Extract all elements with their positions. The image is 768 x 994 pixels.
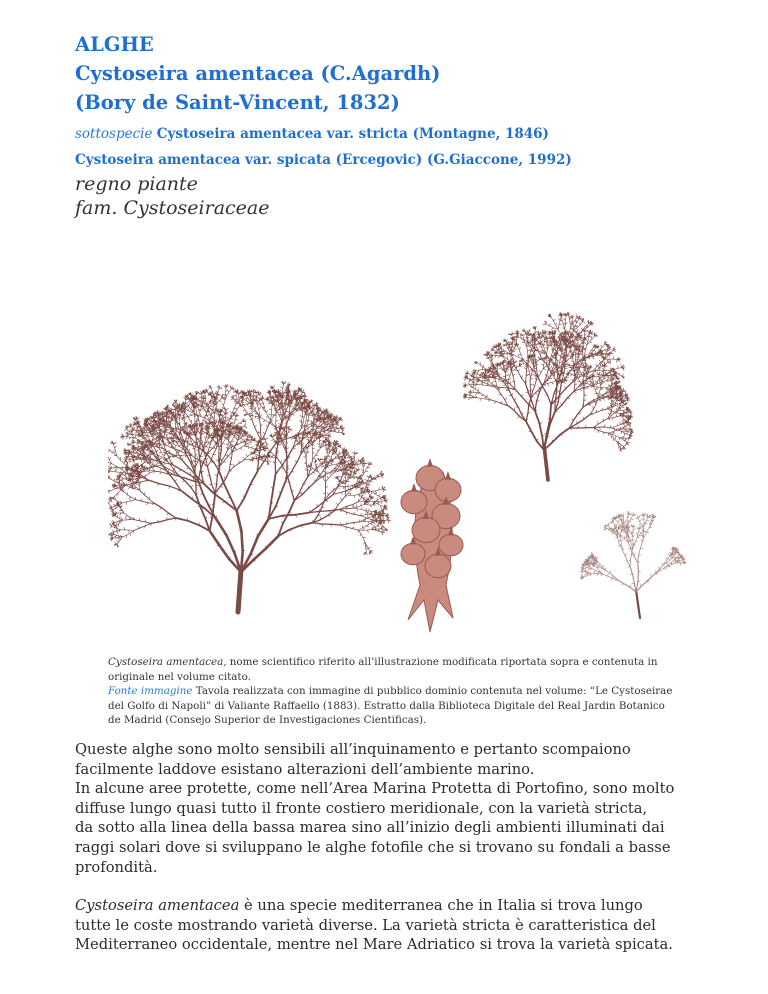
caption-species: Cystoseira amentacea, [108, 656, 227, 668]
caption-line-4: del Golfo di Napoli” di Valiante Raffaello (1883). Estratto dalla Biblioteca Digitale del Real Jardin Botanico [108, 699, 665, 712]
small-twig-alga [580, 511, 686, 618]
subspecies-line-1 [75, 124, 755, 144]
medium-branching-alga [463, 312, 633, 480]
subspecies-spicata: Cystoseira amentacea var. spicata (Ercegovic) (G.Giaccone, 1992) [75, 152, 572, 168]
figure-caption [108, 655, 708, 728]
large-branching-alga [108, 381, 391, 612]
subspecies-line-2 [75, 150, 755, 170]
algae-illustration-svg [108, 240, 698, 645]
body-p2-line-1 [75, 896, 735, 916]
body-p1-line-5: da sotto alla linea della bassa marea sino all’inizio degli ambienti illuminati dai [75, 819, 665, 837]
body-p2-line-1-text: è una specie mediterranea che in Italia si trova lungo [239, 897, 643, 915]
algae-illustration [108, 240, 698, 645]
body-p1-line-6: raggi solari dove si sviluppano le alghe fotofile che si trovano su fondali a basse [75, 838, 671, 856]
source-link[interactable]: Fonte immagine [108, 685, 193, 698]
body-p1-line-3: In alcune aree protette, come nell’Area Marina Protetta di Portofino, sono molto [75, 780, 675, 798]
body-p1-line-4: diffuse lungo quasi tutto il fronte costiero meridionale, con la varietà stricta, [75, 799, 648, 817]
caption-line-1-text: nome scientifico riferito all’illustrazione modificata riportata sopra e contenuta in [226, 656, 658, 668]
section-title: ALGHE [75, 33, 154, 56]
bulbous-alga-detail [401, 458, 463, 632]
caption-line-3 [108, 684, 708, 699]
body-text [75, 740, 735, 955]
species-name: Cystoseira amentacea (C.Agardh) [75, 62, 441, 85]
body-p2-line-3: Mediterraneo occidentale, mentre nel Mare Adriatico si trova la varietà spicata. [75, 936, 673, 954]
caption-line-5: de Madrid (Consejo Superior de Investigaciones Cientificas). [108, 714, 427, 727]
family-label: fam. Cystoseiraceae [75, 197, 270, 219]
header [75, 30, 755, 220]
caption-line-3-text: Tavola realizzata con immagine di pubblico dominio contenuta nel volume: “Le Cystoseirae [192, 685, 673, 698]
caption-line-2: originale nel volume citato. [108, 670, 251, 683]
body-p1-line-7: profondità. [75, 858, 158, 876]
species-authority: (Bory de Saint-Vincent, 1832) [75, 91, 400, 114]
subspecies-stricta: Cystoseira amentacea var. stricta (Montagne, 1846) [156, 126, 549, 142]
body-p2-species: Cystoseira amentacea [75, 897, 240, 915]
body-p1-line-2: facilmente laddove esistano alterazioni dell’ambiente marino. [75, 760, 535, 778]
body-p2-line-2: tutte le coste mostrando varietà diverse. La varietà stricta è caratteristica del [75, 916, 656, 934]
subspecies-prefix: sottospecie [75, 126, 153, 142]
caption-line-1 [108, 655, 708, 670]
kingdom-label: regno piante [75, 173, 198, 195]
body-p1-line-1: Queste alghe sono molto sensibili all’inquinamento e pertanto scompaiono [75, 741, 631, 758]
paragraph-gap [75, 877, 735, 896]
